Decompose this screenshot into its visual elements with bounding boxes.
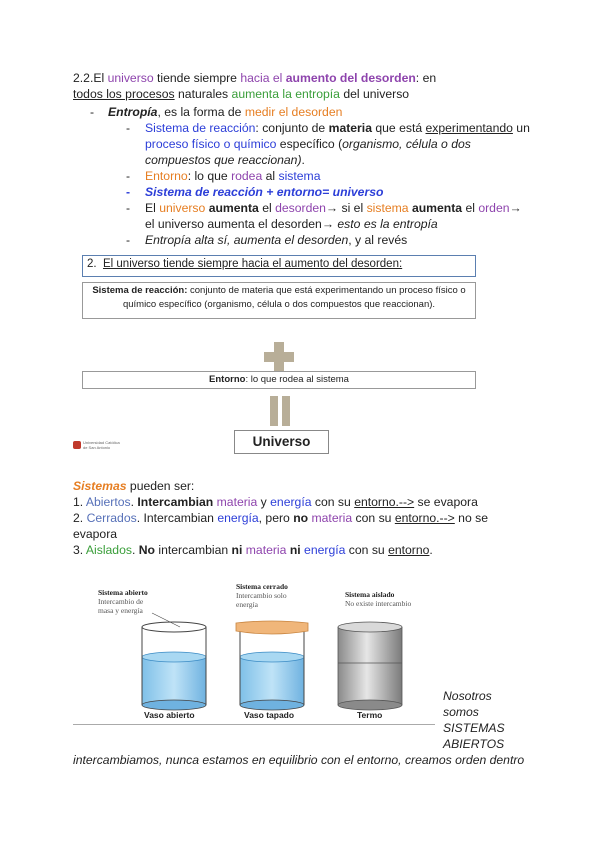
cerrados: Cerrados — [86, 511, 137, 525]
bullet-entropia — [90, 104, 342, 120]
period: . — [301, 153, 305, 167]
al-reves: , y al revés — [348, 233, 408, 247]
text: . Intercambian — [136, 511, 218, 525]
sub-bullet-sistema-l3 — [145, 152, 305, 168]
isolated-title: Sistema aislado — [345, 590, 395, 599]
closed-system-label — [236, 582, 288, 609]
sistema-def-label: Sistema de reacción: — [92, 285, 188, 296]
sistema-text-3: un — [512, 121, 530, 135]
isolated-system-label — [345, 590, 411, 608]
heading-text-3: del universo — [339, 87, 410, 101]
num: 1. — [73, 495, 86, 509]
orden-word: orden — [478, 201, 510, 215]
aislados: Aislados — [85, 543, 132, 557]
sistema-reaccion: Sistema de reacción — [145, 121, 256, 135]
caption-open: Vaso abierto — [144, 710, 195, 720]
entropia-alta: Entropía alta sí, aumenta el desorden — [145, 233, 349, 247]
entorno-link: entorno.--> — [354, 495, 415, 509]
universe-statement — [87, 258, 402, 270]
heading-text-2: naturales — [174, 87, 232, 101]
footer-text: intercambiamos, nunca estamos en equilibrio con el entorno, creamos orden dentro — [73, 753, 525, 767]
text: , pero — [258, 511, 294, 525]
compuestos: compuestos que reaccionan) — [145, 153, 302, 167]
heading-universo: universo — [107, 71, 154, 85]
heading-text-end: : en — [415, 71, 437, 85]
energia: energía — [217, 511, 259, 525]
text: . — [130, 495, 138, 509]
dash: - — [126, 121, 131, 135]
dash: - — [90, 105, 95, 119]
materia: materia — [311, 511, 353, 525]
sub-bullet-sistema-l2 — [145, 136, 471, 152]
side-note-line-3: SISTEMAS — [443, 721, 505, 735]
sub-bullet-universo — [126, 184, 383, 200]
divider — [73, 724, 435, 725]
closed-glass — [236, 621, 308, 710]
aumenta-text-3: → si el — [325, 201, 367, 215]
sistema-text-4: específico ( — [276, 137, 343, 151]
materia-bold: materia — [328, 121, 372, 135]
heading-text: tiende siempre — [153, 71, 241, 85]
entorno-word: Entorno — [145, 169, 188, 183]
aumenta-text-4: el — [462, 201, 479, 215]
evapora: se evapora — [414, 495, 478, 509]
closed-title: Sistema cerrado — [236, 582, 288, 591]
systems-title — [73, 478, 194, 494]
dash: - — [126, 169, 131, 183]
heading-procesos: todos los procesos — [73, 87, 175, 101]
dash: - — [126, 233, 131, 247]
text: con su — [311, 495, 355, 509]
caption-closed: Vaso tapado — [244, 710, 295, 720]
sub-bullet-aumenta-l2 — [145, 216, 438, 232]
universo-formula: Sistema de reacción + entorno= universo — [145, 185, 384, 199]
side-note-line-4: ABIERTOS — [443, 737, 505, 751]
open-desc-1: Intercambio de — [98, 597, 144, 606]
statement-text: El universo tiende siempre hacia el aumento del desorden: — [102, 258, 403, 270]
caption-thermos: Termo — [357, 710, 383, 720]
sistema-def-text: conjunto de materia que está experimentando un proceso físico o químico específico (organismo, célula o dos compuestos que reaccionan). — [122, 285, 466, 310]
arrow: → — [509, 201, 522, 215]
text: con su — [345, 543, 389, 557]
side-note — [443, 688, 505, 752]
equals-icon — [270, 396, 292, 426]
system-item-1 — [73, 494, 478, 510]
open-desc-2: masa y energía — [98, 606, 143, 615]
heading-entropia: aumenta la entropía — [231, 87, 340, 101]
text: . — [131, 543, 139, 557]
universo-label: Universo — [252, 434, 311, 449]
sub-bullet-entorno — [126, 168, 321, 184]
open-glass — [142, 613, 206, 710]
closed-desc-2: energía — [236, 600, 258, 609]
energia: energía — [304, 543, 346, 557]
aumenta-text-2: el — [258, 201, 276, 215]
aumenta-text: El — [145, 201, 160, 215]
period: . — [429, 543, 433, 557]
energia: energía — [270, 495, 312, 509]
sistema-text: : conjunto de — [255, 121, 329, 135]
materia: materia — [216, 495, 258, 509]
aumenta-bold: aumenta — [208, 201, 259, 215]
entorno-text-2: al — [262, 169, 279, 183]
dash: - — [126, 185, 131, 199]
desorden-word: desorden — [275, 201, 326, 215]
no-bold: No — [138, 543, 155, 557]
num: 2. — [73, 511, 87, 525]
experimentando: experimentando — [425, 121, 513, 135]
open-system-label — [98, 588, 148, 615]
isolated-desc: No existe intercambio — [345, 599, 412, 608]
side-note-line-1: Nosotros — [443, 689, 492, 703]
sistema-definition-box — [82, 282, 476, 319]
plus-icon — [264, 342, 294, 372]
aumenta-bold-2: aumenta — [411, 201, 463, 215]
text: y — [257, 495, 271, 509]
heading-line-1 — [73, 70, 436, 86]
ni: ni — [231, 543, 243, 557]
proceso: proceso físico o químico — [145, 137, 277, 151]
sistemas-label: Sistemas — [73, 479, 127, 493]
system-item-3 — [73, 542, 433, 558]
rodea-word: rodea — [231, 169, 263, 183]
sub-bullet-sistema — [126, 120, 530, 136]
system-item-2 — [73, 510, 488, 526]
ni-2: ni — [289, 543, 301, 557]
text: intercambian — [155, 543, 232, 557]
organismo: organismo, célula o dos — [342, 137, 471, 151]
entorno: entorno — [388, 543, 430, 557]
heading-aumento: aumento del desorden — [285, 71, 416, 85]
num: 3. — [73, 543, 86, 557]
materia: materia — [245, 543, 287, 557]
sub-bullet-aumenta — [126, 200, 522, 216]
entorno-text: : lo que — [187, 169, 232, 183]
system-item-2-l2 — [73, 526, 117, 542]
entropia-italic: esto es la entropía — [337, 217, 438, 231]
sistema-word: sistema — [278, 169, 321, 183]
side-note-line-2: somos — [443, 705, 479, 719]
universo-box — [234, 430, 329, 454]
heading-line-2 — [73, 86, 409, 102]
universe-statement-box — [82, 255, 476, 277]
logo-icon — [73, 441, 81, 449]
university-logo — [73, 440, 123, 450]
sistema-text-2: que está — [371, 121, 426, 135]
evapora: evapora — [73, 527, 118, 541]
abiertos: Abiertos — [85, 495, 131, 509]
entropia-medir: medir el desorden — [244, 105, 343, 119]
sistemas-rest: pueden ser: — [126, 479, 195, 493]
entropia-text: , es la forma de — [157, 105, 245, 119]
entorno-text-box: : lo que rodea al sistema — [245, 374, 349, 385]
sub-bullet-alta — [126, 232, 407, 248]
sistema-orange: sistema — [366, 201, 409, 215]
open-title: Sistema abierto — [98, 588, 148, 597]
entorno-box — [82, 371, 476, 389]
no-se: no se — [454, 511, 488, 525]
logo-text: Universidad Católica de San Antonio — [83, 440, 120, 450]
closed-desc-1: Intercambio solo — [236, 591, 287, 600]
dash: - — [126, 201, 131, 215]
statement-number: 2. — [87, 258, 97, 270]
intercambian: Intercambian — [137, 495, 214, 509]
entorno-label: Entorno — [209, 374, 246, 385]
entropia-label: Entropía — [108, 105, 158, 119]
text: con su — [352, 511, 395, 525]
thermos — [338, 622, 402, 710]
entorno-link: entorno.--> — [394, 511, 455, 525]
universo-word: universo — [159, 201, 206, 215]
aumenta-l2-text: el universo aumenta el desorden→ — [145, 217, 338, 231]
heading-number: 2.2.El — [73, 71, 108, 85]
heading-hacia: hacia el — [240, 71, 286, 85]
no: no — [293, 511, 309, 525]
